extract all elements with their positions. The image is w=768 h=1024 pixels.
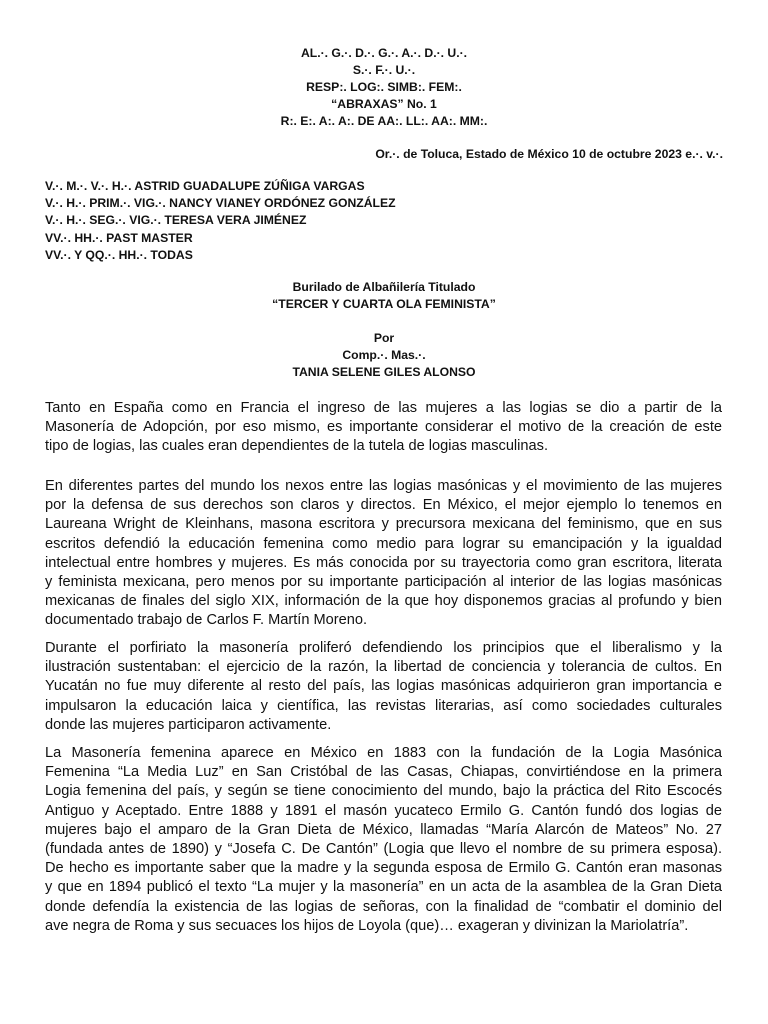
paragraph-2: [45, 477, 722, 631]
author-name: TANIA SELENE GILES ALONSO: [292, 365, 476, 379]
paragraph-1: [45, 399, 722, 457]
paragraph-line: De hecho es importante saber que la madre y la segunda esposa de Ermilo G. Cantón eran masonas: [45, 860, 722, 877]
paragraph-line: Laureana Wright de Kleinhans, masona escritora y precursora mexicana del feminismo, que en sus: [45, 516, 722, 533]
document-title: “TERCER Y CUARTA OLA FEMINISTA”: [272, 297, 496, 311]
paragraph-line: mexicanas de finales del siglo XIX, información de la que hoy disponemos gracias al profundo y bien: [45, 593, 722, 610]
paragraph-line: ave negra de Roma y sus secuaces los hijos de Loyola (que)… exageran y divinizan la Mariolatría”.: [45, 917, 689, 934]
header-line: R:. E:. A:. A:. DE AA:. LL:. AA:. MM:.: [280, 114, 488, 128]
header-line: “ABRAXAS” No. 1: [331, 97, 437, 111]
paragraph-line: donde las mujeres participaron activamente.: [45, 716, 332, 733]
header-line: AL.·. G.·. D.·. G.·. A.·. D.·. U.·.: [300, 46, 468, 60]
invocation-header: [0, 45, 768, 130]
paragraph-line: intelectual entre hombres y mujeres. Es más conocida por su trayectoria como gran escritora, literata: [45, 554, 722, 571]
paragraph-line: Tanto en España como en Francia el ingreso de las mujeres a las logias se dio a partir de la: [45, 400, 722, 416]
header-line: S.·. F.·. U.·.: [352, 63, 416, 77]
addressee-line: V.·. H.·. SEG.·. VIG.·. TERESA VERA JIMÉNEZ: [45, 213, 307, 228]
paragraph-line: impulsaron la educación laica y científica, las revistas literarias, así como sociedades culturales: [45, 697, 722, 714]
paragraph-line: tipo de logias, las cuales eran dependientes de la tutela de logias masculinas.: [45, 438, 548, 455]
paragraph-line: Femenina “La Media Luz” en San Cristóbal de las Casas, Chiapas, convirtiéndose en la primera: [45, 764, 722, 781]
paragraph-line: y feminista mexicana, pero menos por su importante participación al interior de las logias masónicas: [45, 573, 722, 590]
paragraph-3: [45, 639, 722, 735]
paragraph-line: Logia femenina del país, y según se tiene conocimiento del mundo, bajo la práctica del Rito Escocés: [45, 783, 722, 800]
addressee-line: VV.·. HH.·. PAST MASTER: [45, 230, 193, 245]
author-block: [0, 330, 768, 381]
paragraph-4: [45, 744, 722, 936]
author-by: Por: [373, 331, 395, 345]
paragraph-line: Antiguo y Aceptado. Entre 1888 y 1891 el masón yucateco Ermilo G. Cantón fundó dos logias de: [45, 802, 722, 819]
paragraph-line: Yucatán no fue muy diferente al resto del país, las logias masónicas adquirieron gran importancia e: [45, 678, 722, 695]
paragraph-line: Durante el porfiriato la masonería proliferó defendiendo los principios que el liberalismo y la: [45, 640, 722, 656]
paragraph-line: En diferentes partes del mundo los nexos entre las logias masónicas y el movimiento de las mujeres: [45, 478, 722, 494]
paragraph-line: documentado trabajo de Carlos F. Martín Moreno.: [45, 612, 368, 629]
header-line: RESP:. LOG:. SIMB:. FEM:.: [306, 80, 462, 94]
paragraph-line: donde defendía la existencia de las logias de señoras, con la finalidad de “combatir el dominio del: [45, 898, 722, 915]
title-block: [0, 279, 768, 313]
paragraph-line: ilustración sustentaban: el ejercicio de la razón, la libertad de conciencia y tolerancia de cultos. En: [45, 659, 722, 676]
paragraph-line: mujeres bajo el amparo de la Gran Dieta de México, llamadas “María Alarcón de Mateos” No. 27: [45, 821, 722, 838]
paragraph-line: por la defensa de sus derechos son claros y directos. En México, el mejor ejemplo lo tenemos en: [45, 497, 722, 514]
addressee-line: V.·. M.·. V.·. H.·. ASTRID GUADALUPE ZÚÑIGA VARGAS: [45, 179, 365, 193]
addressee-line: VV.·. Y QQ.·. HH.·. TODAS: [45, 247, 193, 262]
addressee-line: V.·. H.·. PRIM.·. VIG.·. NANCY VIANEY ORDÓNEZ GONZÁLEZ: [45, 196, 396, 211]
paragraph-line: (fundada antes de 1890) y “Josefa C. De Cantón” (Logia que llevo el nombre de su primera esposa).: [45, 840, 722, 857]
paragraph-line: Masonería de Adopción, por eso mismo, es importante considerar el motivo de la creación de este: [45, 419, 722, 436]
paragraph-line: escritos defendió la educación femenina como medio para lograr su emancipación y la igualdad: [45, 535, 722, 552]
date-line: Or.·. de Toluca, Estado de México 10 de octubre 2023 e.·. v.·.: [375, 147, 723, 161]
title-caption: Burilado de Albañilería Titulado: [292, 280, 476, 294]
addressee-list: [45, 178, 396, 264]
paragraph-line: y que en 1894 publicó el texto “La mujer y la masonería” en un acta de la asamblea de la Gran Dieta: [45, 879, 722, 896]
author-rank: Comp.·. Mas.·.: [342, 348, 426, 362]
paragraph-line: La Masonería femenina aparece en México en 1883 con la fundación de la Logia Masónica: [45, 745, 722, 761]
